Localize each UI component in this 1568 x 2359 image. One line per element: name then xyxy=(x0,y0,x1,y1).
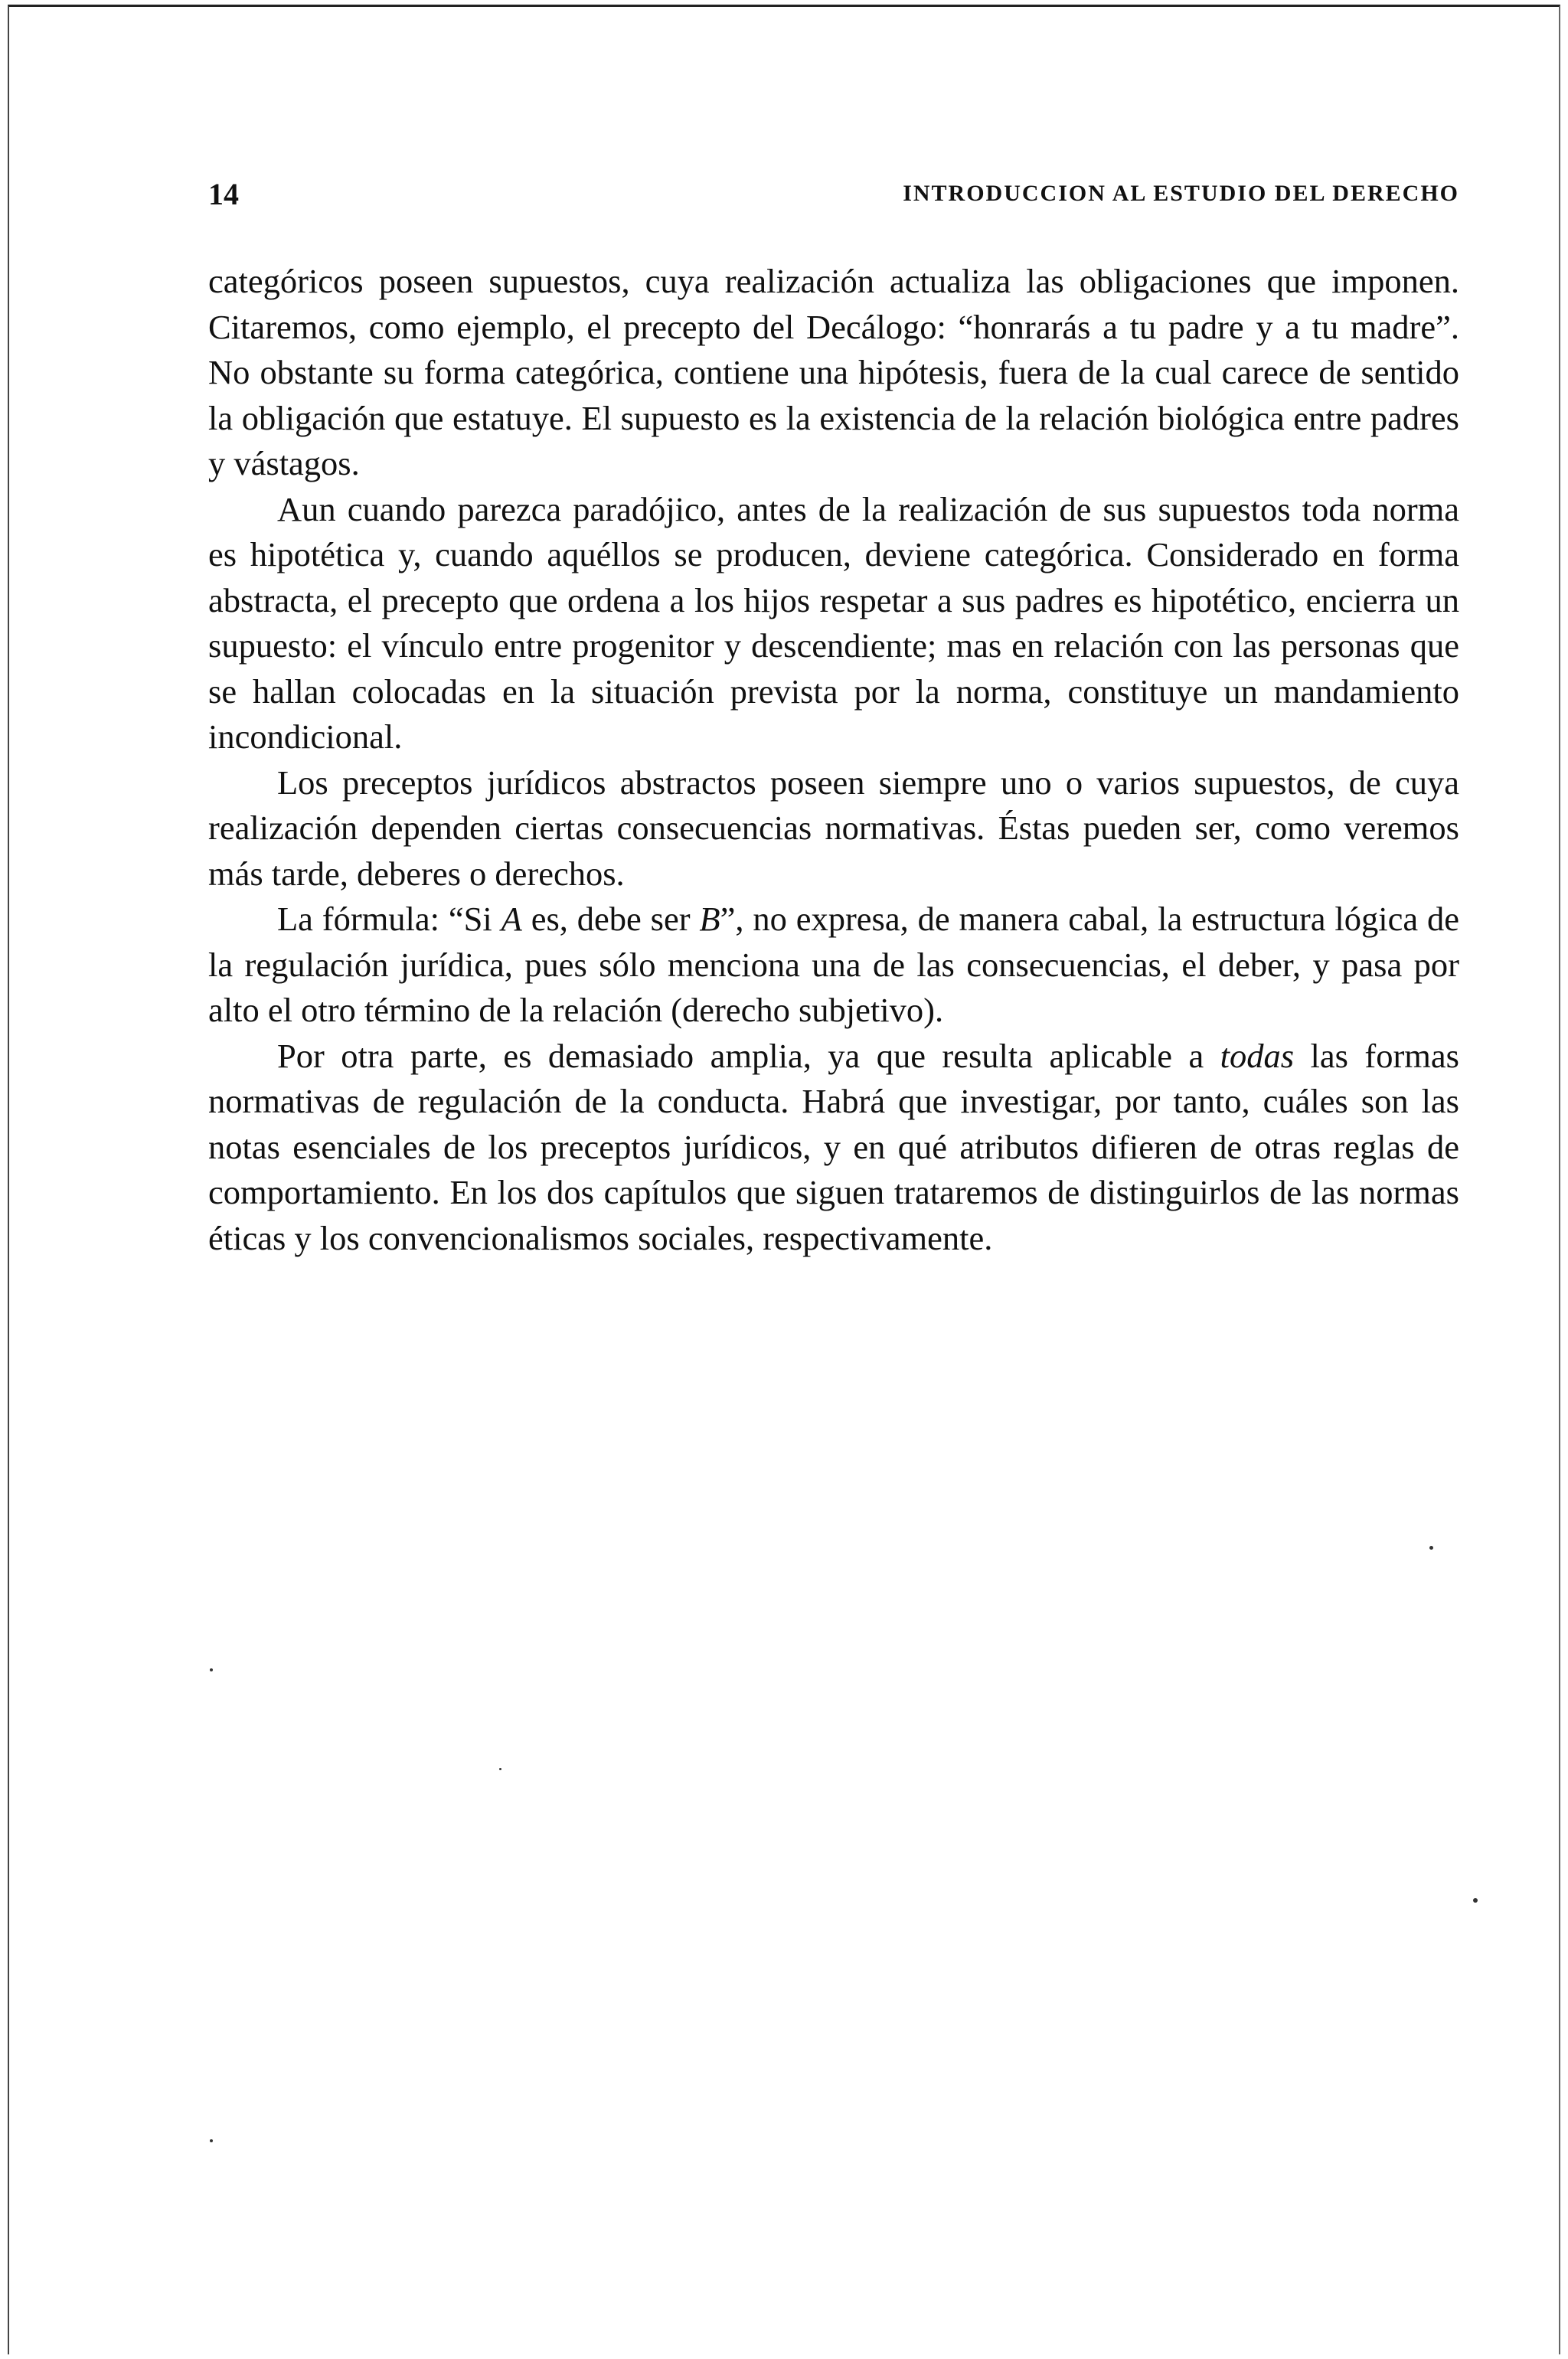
italic-term: todas xyxy=(1220,1036,1295,1075)
print-speck xyxy=(210,1668,213,1671)
paragraph-text: las formas normativas de regulación de la conducta. Habrá que investigar, por tanto, cuáles son las notas esenciales de los preceptos jurídicos, y en qué atributos difieren de otras reglas de comportamiento. En los dos capítulos que siguen trataremos de distinguirlos de las normas éticas y los convencionalismos sociales, respectivamente. xyxy=(208,1036,1459,1257)
body-text xyxy=(208,259,1459,1261)
paragraph xyxy=(208,897,1459,1034)
italic-term: B xyxy=(699,900,720,938)
paragraph-text: Por otra parte, es demasiado amplia, ya que resulta aplicable a xyxy=(277,1036,1220,1075)
print-speck xyxy=(210,2139,213,2142)
paragraph-text: es, debe ser xyxy=(521,900,700,938)
print-speck xyxy=(1473,1898,1478,1903)
paragraph: Los preceptos jurídicos abstractos poseen siempre uno o varios supuestos, de cuya realización dependen ciertas consecuencias normativas. Éstas pueden ser, como veremos más tarde, deberes o derechos. xyxy=(208,763,1459,893)
paragraph xyxy=(208,1034,1459,1262)
print-speck xyxy=(1429,1546,1433,1550)
paragraph-text: ”, no expresa, de manera cabal, la estructura lógica de la regulación jurídica, pues sólo menciona una de las consecuencias, el deber, y pasa por alto el otro término de la relación (derecho subjetivo). xyxy=(208,900,1459,1029)
italic-term: A xyxy=(501,900,522,938)
running-header xyxy=(208,176,1459,222)
running-title: INTRODUCCION AL ESTUDIO DEL DERECHO xyxy=(903,181,1459,206)
paragraph-text: La fórmula: “Si xyxy=(277,900,501,938)
print-speck xyxy=(499,1768,501,1770)
paragraph: Aun cuando parezca paradójico, antes de la realización de sus supuestos toda norma es hipotética y, cuando aquéllos se producen, deviene categórica. Considerado en forma abstracta, el precepto que ordena a los hijos respetar a sus padres es hipotético, encierra un supuesto: el vínculo entre progenitor y descendiente; mas en relación con las personas que se hallan colocadas en la situación prevista por la norma, constituye un mandamiento incondicional. xyxy=(208,489,1459,756)
page-number: 14 xyxy=(208,177,239,211)
paragraph: categóricos poseen supuestos, cuya realización actualiza las obligaciones que imponen. Citaremos, como ejemplo, el precepto del Decálogo: “honrarás a tu padre y a tu madre”. No obstante su forma categórica, contiene una hipótesis, fuera de la cual carece de sentido la obligación que estatuye. El supuesto es la existencia de la relación biológica entre padres y vástagos. xyxy=(208,262,1459,482)
